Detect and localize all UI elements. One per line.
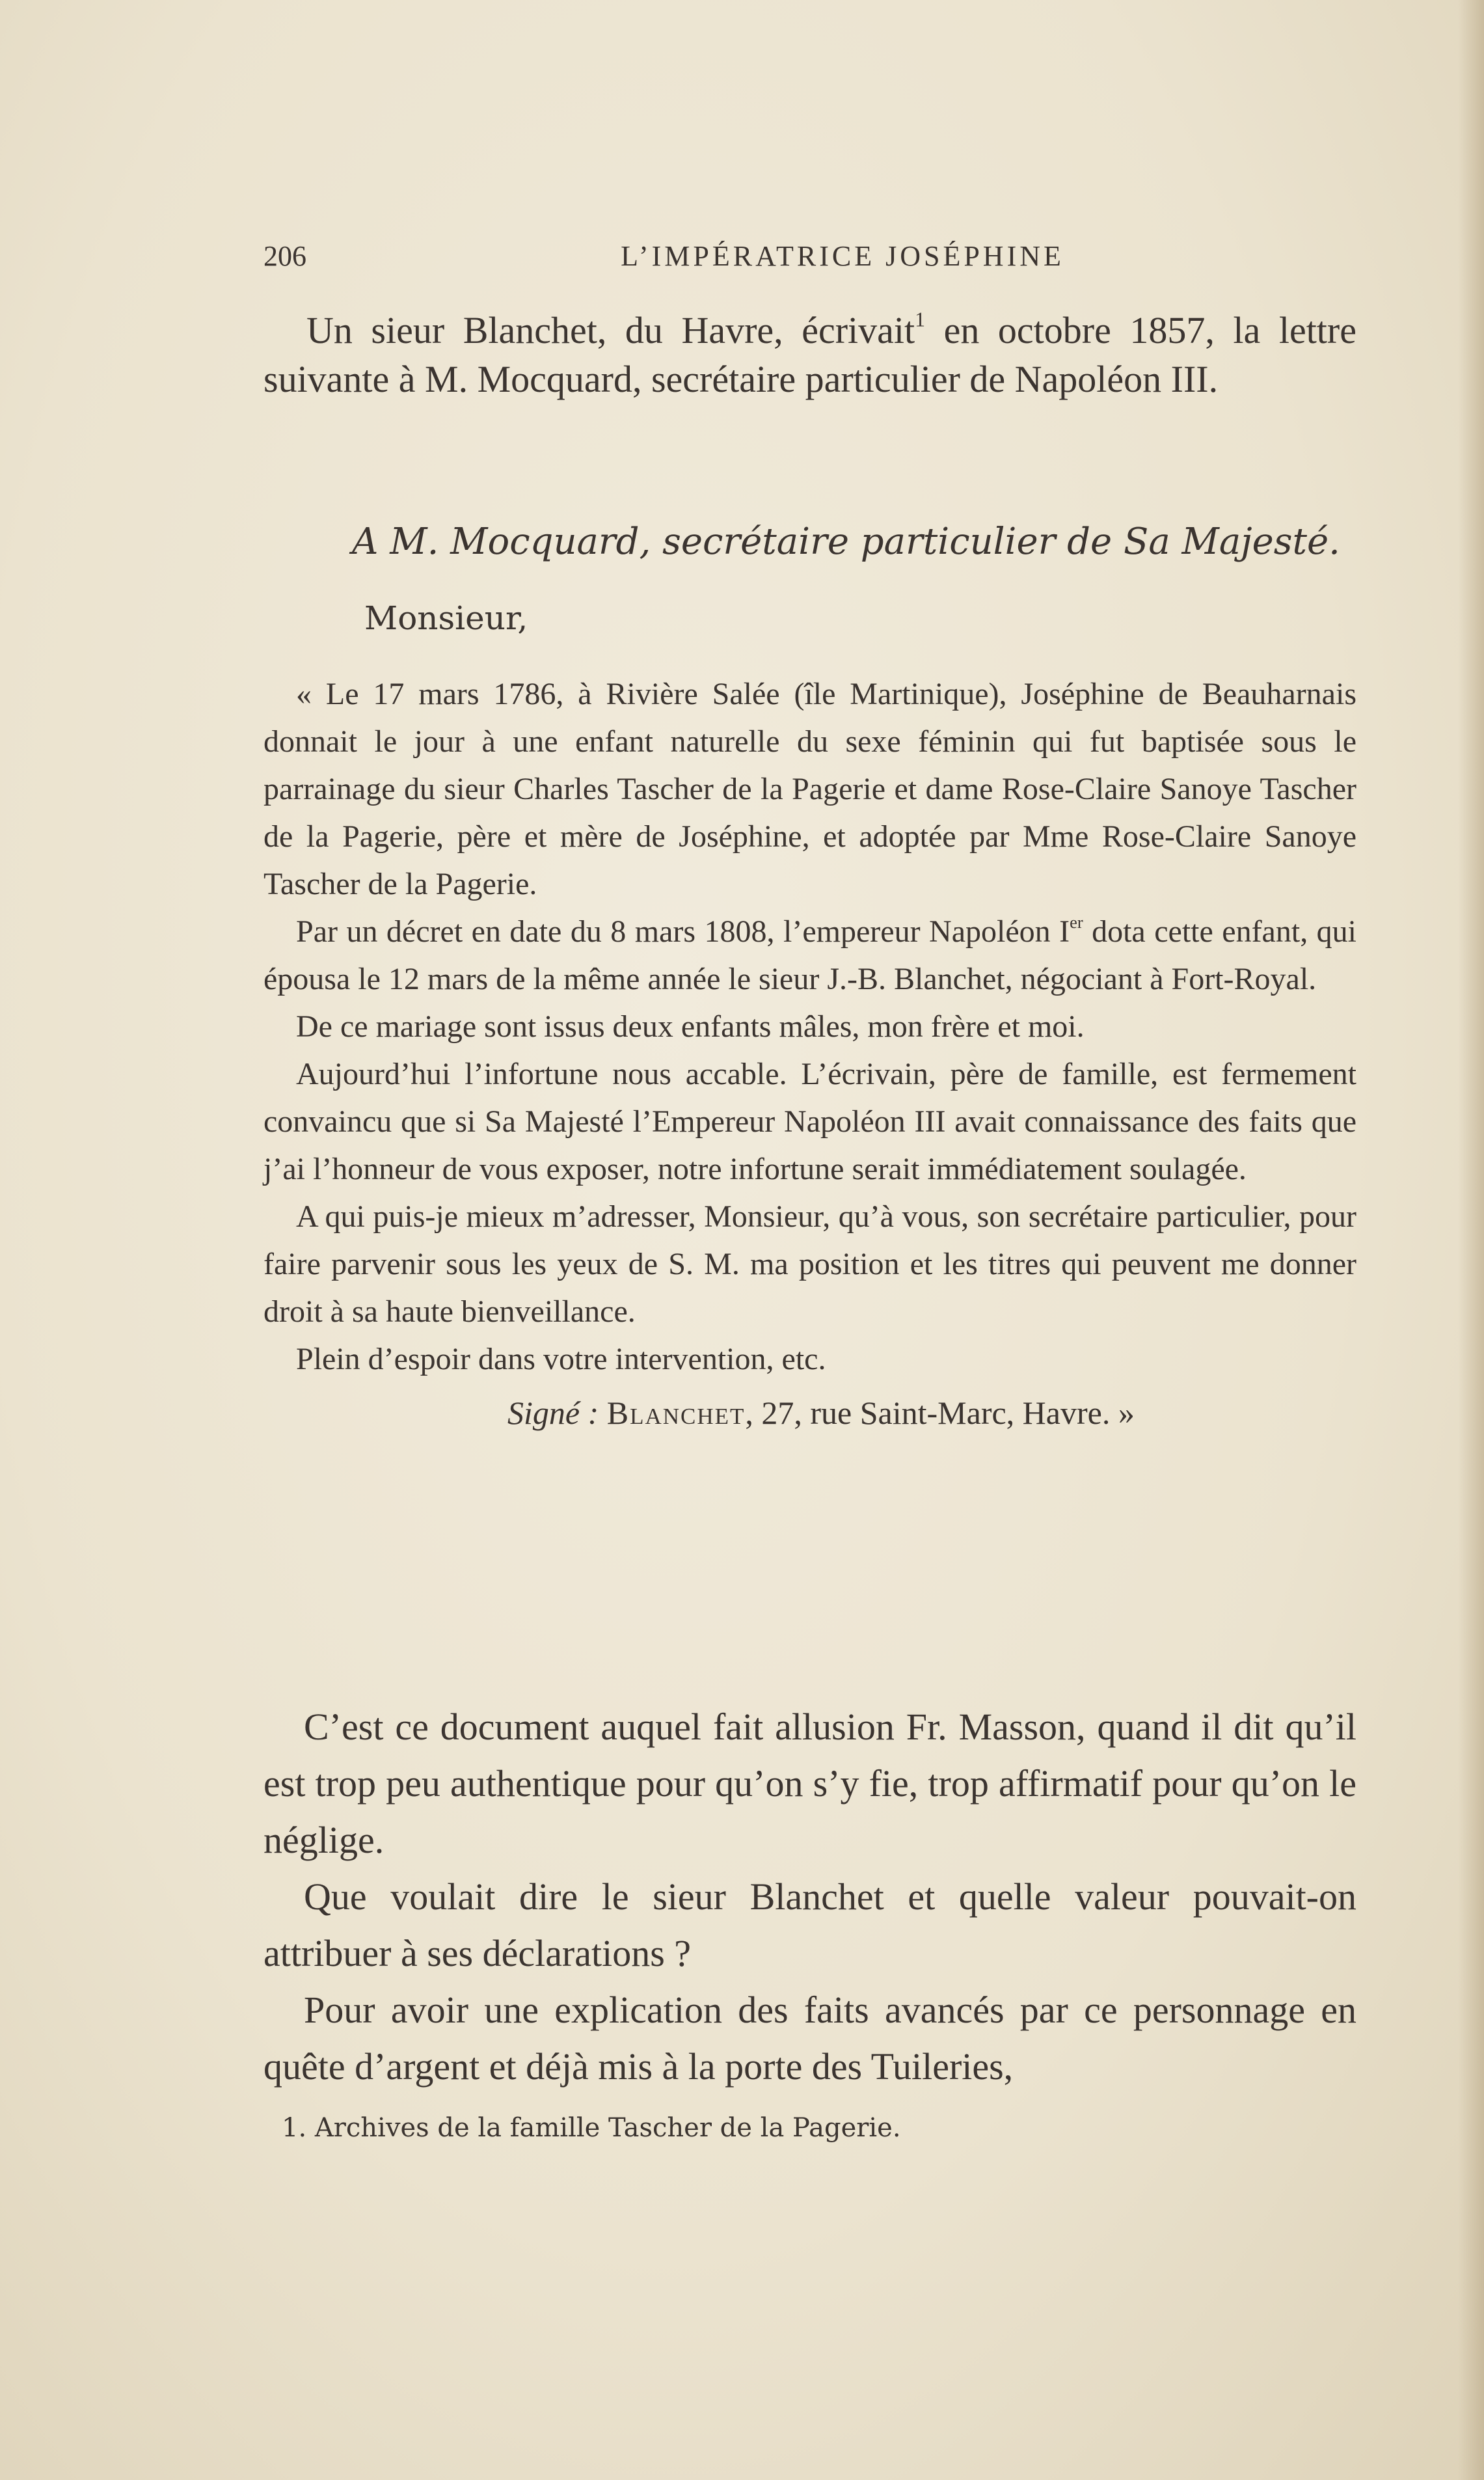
body-paragraph: Pour avoir une explication des faits avancés par ce personnage en quête d’argent et déjà mis à la porte des Tuileries, [263,1989,1356,2088]
page-number: 206 [263,240,306,272]
letter-address: A M. Mocquard, secrétaire particulier de Sa Majesté. [352,521,1340,563]
decree-text: Par un décret en date du 8 mars 1808, l’empereur Napoléon I [296,914,1070,949]
signature-label: Signé : [507,1395,599,1431]
letter-signature [263,1389,1356,1437]
main-text [263,1698,1356,2095]
footnote: 1. Archives de la famille Tascher de la Pagerie. [282,2113,901,2143]
running-head [263,239,1356,279]
letter-body [263,670,1356,1437]
body-paragraph: Que voulait dire le sieur Blanchet et quelle valeur pouvait-on attribuer à ses déclarations ? [263,1875,1356,1974]
intro-paragraph [263,306,1356,403]
letter-paragraph: A qui puis-je mieux m’adresser, Monsieur, qu’à vous, son secrétaire particulier, pour faire parvenir sous les yeux de S. M. ma position et les titres qui peuvent me donner droit à sa haute bienveillance. [263,1199,1356,1329]
letter-paragraph: De ce mariage sont issus deux enfants mâles, mon frère et moi. [296,1009,1085,1044]
ordinal-superscript: er [1070,912,1083,932]
signature-address: , 27, rue Saint-Marc, Havre. » [745,1395,1135,1431]
letter-salutation: Monsieur, [364,599,528,637]
footnote-reference: 1 [915,308,926,331]
letter-paragraph: « Le 17 mars 1786, à Rivière Salée (île Martinique), Joséphine de Beauharnais donnait le jour à une enfant naturelle du sexe féminin qui fut baptisée sous le parrainage du sieur Charles Tascher de la Pagerie et dame Rose-Claire Sanoye Tascher de la Pagerie, père et mère de Joséphine, et adoptée par Mme Rose-Claire Sanoye Tascher de la Pagerie. [263,677,1356,901]
decree-text-continued: dota cette enfant, qui épousa le 12 mars de la même année le sieur J.-B. Blanchet, négociant à Fort-Royal. [263,914,1357,996]
signature-name: Blanchet [606,1395,746,1431]
letter-paragraph-decree [263,908,1356,1003]
page-edge-shadow [1458,0,1484,2480]
body-paragraph: C’est ce document auquel fait allusion Fr. Masson, quand il dit qu’il est trop peu authentique pour qu’on s’y fie, trop affirmatif pour qu’on le néglige. [263,1706,1356,1861]
letter-paragraph: Plein d’espoir dans votre intervention, etc. [296,1342,826,1376]
letter-paragraph: Aujourd’hui l’infortune nous accable. L’écrivain, père de famille, est fermement convaincu que si Sa Majesté l’Empereur Napoléon III avait connaissance des faits que j’ai l’honneur de vous exposer, notre infortune serait immédiatement soulagée. [263,1057,1356,1186]
intro-text-continued: en octobre 1857, la lettre suivante à M. Mocquard, secrétaire particulier de Napoléon III. [263,309,1356,400]
intro-text: Un sieur Blanchet, du Havre, écrivait [306,309,915,351]
running-title: L’IMPÉRATRICE JOSÉPHINE [621,240,1064,272]
